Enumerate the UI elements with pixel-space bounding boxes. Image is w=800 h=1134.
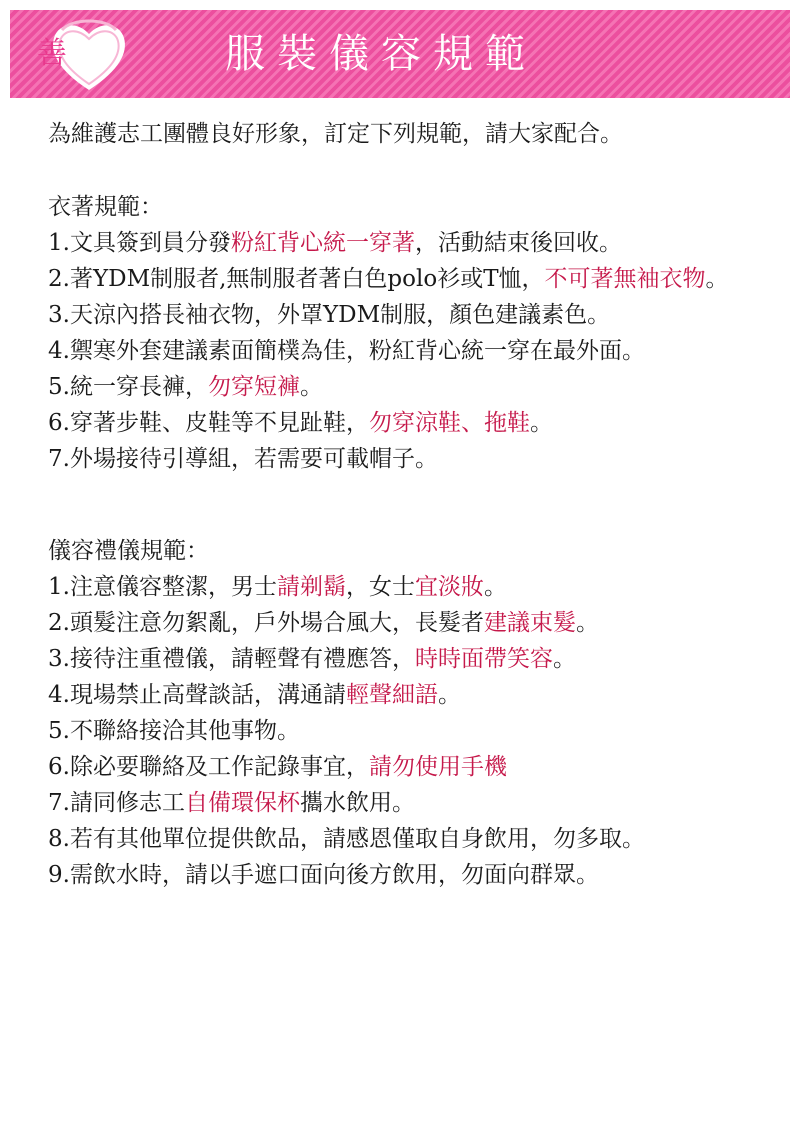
intro-text: 為維護志工團體良好形象，訂定下列規範，請大家配合。 — [48, 121, 623, 147]
etiquette-item-text: 8.若有其他單位提供飲品，請感恩僅取自身飲用，勿多取。 — [48, 826, 645, 852]
etiquette-list — [48, 569, 788, 893]
clothing-item-text: 5.統一穿長褲， — [48, 374, 208, 400]
clothing-item-text: 。 — [299, 374, 323, 400]
etiquette-item — [48, 821, 788, 857]
clothing-item-text: 1.文具簽到員分發 — [48, 230, 231, 256]
etiquette-item-text: 4.現場禁止高聲談話，溝通請 — [48, 682, 346, 708]
clothing-item-highlight: 勿穿短褲 — [207, 374, 300, 400]
etiquette-item-highlight: 請剃鬍 — [276, 574, 346, 600]
etiquette-item-text: 5.不聯絡接洽其他事物。 — [48, 718, 300, 744]
etiquette-item-text: 。 — [437, 682, 461, 708]
clothing-item-text: 。 — [529, 410, 553, 436]
etiquette-item-text: 3.接待注重禮儀，請輕聲有禮應答， — [48, 646, 415, 672]
etiquette-item-highlight: 自備環保杯 — [184, 790, 300, 816]
etiquette-item — [48, 641, 788, 677]
clothing-item-text: 。 — [705, 266, 729, 292]
etiquette-item — [48, 605, 788, 641]
etiquette-item-highlight: 輕聲細語 — [345, 682, 438, 708]
clothing-heading: 衣著規範： — [48, 194, 163, 220]
etiquette-item — [48, 785, 788, 821]
etiquette-item-text: 6.除必要聯絡及工作記錄事宜， — [48, 754, 369, 780]
etiquette-item-highlight: 宜淡妝 — [414, 574, 484, 600]
etiquette-item — [48, 749, 788, 785]
clothing-item — [48, 333, 788, 369]
clothing-item — [48, 225, 788, 261]
clothing-item-text: 7.外場接待引導組，若需要可載帽子。 — [48, 446, 438, 472]
etiquette-item-text: 7.請同修志工 — [48, 790, 185, 816]
page-title: 服裝儀容規範 — [225, 31, 537, 77]
etiquette-item-text: 。 — [552, 646, 576, 672]
clothing-item-text: 2.著YDM制服者,無制服者著白色polo衫或T恤， — [48, 266, 545, 292]
etiquette-item-text: 1.注意儀容整潔，男士 — [48, 574, 277, 600]
etiquette-item — [48, 677, 788, 713]
logo-character: 善 — [37, 36, 67, 71]
clothing-item — [48, 405, 788, 441]
etiquette-item — [48, 713, 788, 749]
etiquette-item-text: ，女士 — [345, 574, 415, 600]
etiquette-item — [48, 857, 788, 893]
clothing-item-text: 3.天涼內搭長袖衣物，外罩YDM制服，顏色建議素色。 — [48, 302, 611, 328]
etiquette-item-highlight: 請勿使用手機 — [368, 754, 507, 780]
clothing-item — [48, 369, 788, 405]
clothing-item — [48, 261, 788, 297]
etiquette-item-text: 2.頭髮注意勿絮亂，戶外場合風大，長髮者 — [48, 610, 484, 636]
etiquette-item-text: 。 — [575, 610, 599, 636]
clothing-item-highlight: 粉紅背心統一穿著 — [230, 230, 415, 256]
etiquette-item — [48, 569, 788, 605]
clothing-item — [48, 441, 788, 477]
clothing-item-text: 6.穿著步鞋、皮鞋等不見趾鞋， — [48, 410, 369, 436]
clothing-list — [48, 225, 788, 477]
document-body — [48, 116, 788, 893]
etiquette-heading: 儀容禮儀規範： — [48, 538, 209, 564]
header-banner — [10, 10, 790, 98]
etiquette-item-text: 。 — [483, 574, 507, 600]
clothing-item-text: 4.禦寒外套建議素面簡樸為佳，粉紅背心統一穿在最外面。 — [48, 338, 645, 364]
clothing-item-highlight: 勿穿涼鞋、拖鞋 — [368, 410, 530, 436]
etiquette-item-text: 攜水飲用。 — [299, 790, 415, 816]
clothing-item-highlight: 不可著無袖衣物 — [544, 266, 706, 292]
etiquette-item-highlight: 時時面帶笑容 — [414, 646, 553, 672]
clothing-item — [48, 297, 788, 333]
etiquette-item-highlight: 建議束髮 — [483, 610, 576, 636]
clothing-item-text: ，活動結束後回收。 — [414, 230, 622, 256]
etiquette-item-text: 9.需飲水時，請以手遮口面向後方飲用，勿面向群眾。 — [48, 862, 599, 888]
